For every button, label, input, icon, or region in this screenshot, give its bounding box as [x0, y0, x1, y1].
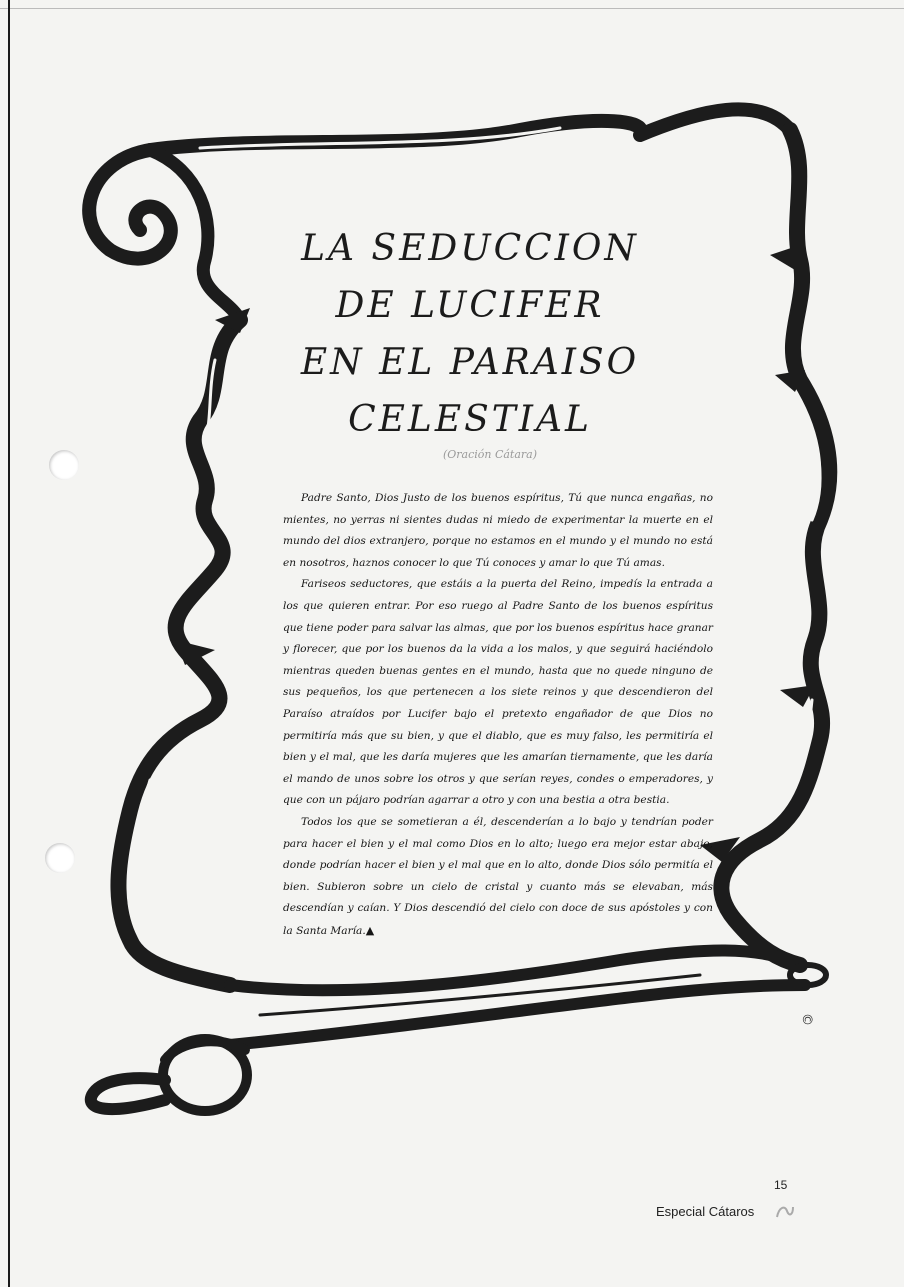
- punch-hole-bottom: [45, 843, 75, 873]
- end-triangle-icon: ▲: [365, 923, 375, 937]
- paragraph: Fariseos seductores, que estáis a la puerta del Reino, impedís la entrada a los que quieren entrar. Por eso ruego al Padre Santo de los buenos espíritus que tiene poder para salvar las almas, que por los buenos espíritus hace granar y florecer, que por los buenos da la vida a los malos, y que seguirá haciéndolo mientras queden buenas gentes en el mundo, hasta que no quede ninguno de sus pequeños, los que pertenecen a los siete reinos y que descendieron del Paraíso atraídos por Lucifer bajo el pretexto engañador de que Dios no permitiría más que su bien, y que el diablo, que es muy falso, les permitiría el bien y el mal, que les daría mujeres que les amarían tiernamente, que les daría el mando de unos sobre los otros y que serían reyes, condes o emperadores, y que con un pájaro podrían agarrar a otro y con una bestia a otra bestia.: [283, 578, 713, 807]
- publisher-logo-icon: [773, 1199, 797, 1223]
- footer-label: Especial Cátaros: [656, 1204, 755, 1219]
- paragraph: [283, 812, 713, 943]
- paragraph: Padre Santo, Dios Justo de los buenos espíritus, Tú que nunca engañas, no mientes, no yerras ni sientes dudas ni miedo de experimentar la muerte en el mundo del dios extranjero, porque no estamos en el mundo y el mundo no está en nosotros, haznos conocer lo que Tú conoces y amar lo que Tú amas.: [283, 492, 713, 569]
- title-line: CELESTIAL: [348, 399, 592, 440]
- title-line: EN EL PARAISO: [300, 342, 640, 383]
- copyright-mark: ©: [799, 1013, 814, 1026]
- paragraph-text: Todos los que se sometieran a él, descenderían a lo bajo y tendrían poder para hacer el bien y el mal como Dios en lo alto; luego era mejor estar abajo, donde podrían hacer el bien y el mal que en lo alto, donde Dios sólo permitía el bien. Subieron sobre un cielo de cristal y cuanto más se elevaban, más descendían y caían. Y Dios descendió del cielo con doce de sus apóstoles y con la Santa María.: [283, 815, 713, 937]
- body-text: [283, 488, 713, 942]
- document-subtitle: (Oración Cátara): [442, 448, 538, 461]
- page-number: 15: [774, 1178, 788, 1192]
- document-title: [300, 220, 640, 448]
- punch-hole-top: [49, 450, 79, 480]
- title-line: DE LUCIFER: [335, 285, 605, 326]
- title-line: LA SEDUCCION: [301, 228, 639, 269]
